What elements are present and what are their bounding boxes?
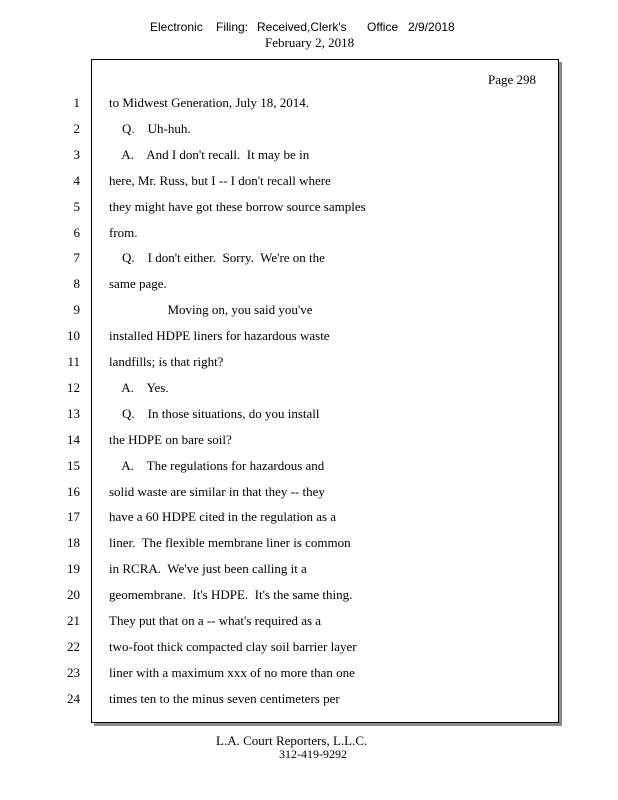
transcript-line [0, 147, 618, 165]
transcript-line [0, 225, 618, 243]
transcript-line [0, 639, 618, 657]
line-number: 10 [67, 328, 80, 343]
line-number: 5 [73, 199, 80, 214]
line-number: 4 [73, 173, 80, 188]
transcript-line [0, 691, 618, 709]
filing-stamp [0, 20, 618, 34]
transcript-line [0, 587, 618, 605]
line-number: 6 [73, 225, 80, 240]
filing-stamp-date: 2/9/2018 [408, 20, 455, 34]
line-text: geomembrane. It's HDPE. It's the same thing. [109, 587, 353, 602]
court-reporter-phone: 312-419-9292 [279, 747, 347, 761]
line-number: 3 [73, 147, 80, 162]
transcript-line [0, 250, 618, 268]
line-number: 22 [67, 639, 80, 654]
line-number: 7 [73, 250, 80, 265]
line-text: Moving on, you said you've [109, 302, 313, 317]
transcript-line [0, 199, 618, 217]
filing-stamp-received: Received,Clerk's [257, 20, 347, 34]
transcript-line [0, 380, 618, 398]
line-text: landfills; is that right? [109, 354, 224, 369]
line-number: 20 [67, 587, 80, 602]
line-number: 13 [67, 406, 80, 421]
line-text: liner with a maximum xxx of no more than one [109, 665, 355, 680]
line-number: 23 [67, 665, 80, 680]
filing-stamp-filing: Filing: [216, 20, 249, 34]
transcript-line [0, 665, 618, 683]
transcript-line [0, 302, 618, 320]
line-text: liner. The flexible membrane liner is common [109, 535, 351, 550]
court-reporter-name: L.A. Court Reporters, L.L.C. [216, 733, 368, 748]
line-number: 18 [67, 535, 80, 550]
line-number: 14 [67, 432, 80, 447]
transcript-line [0, 95, 618, 113]
line-number: 16 [67, 484, 80, 499]
transcript-line [0, 354, 618, 372]
transcript-line [0, 535, 618, 553]
line-text: same page. [109, 276, 167, 291]
transcript-line [0, 561, 618, 579]
transcript-line [0, 509, 618, 527]
document-date: February 2, 2018 [265, 35, 355, 50]
transcript-line [0, 276, 618, 294]
filing-stamp-office: Office [367, 20, 399, 34]
line-text: here, Mr. Russ, but I -- I don't recall where [109, 173, 331, 188]
transcript-line [0, 613, 618, 631]
line-number: 12 [67, 380, 80, 395]
line-number: 24 [67, 691, 80, 706]
line-text: Q. I don't either. Sorry. We're on the [109, 250, 325, 265]
transcript-line [0, 458, 618, 476]
line-number: 17 [67, 509, 80, 524]
filing-stamp-electronic: Electronic [150, 20, 203, 34]
line-text: to Midwest Generation, July 18, 2014. [109, 95, 310, 110]
line-text: Q. In those situations, do you install [109, 406, 320, 421]
line-text: A. Yes. [109, 380, 169, 395]
line-text: from. [109, 225, 138, 240]
line-text: have a 60 HDPE cited in the regulation as a [109, 509, 337, 524]
line-text: in RCRA. We've just been calling it a [109, 561, 307, 576]
line-number: 11 [67, 354, 80, 369]
line-text: A. The regulations for hazardous and [109, 458, 325, 473]
line-text: They put that on a -- what's required as a [109, 613, 322, 628]
line-text: solid waste are similar in that they -- they [109, 484, 325, 499]
line-text: two-foot thick compacted clay soil barrier layer [109, 639, 357, 654]
line-text: A. And I don't recall. It may be in [109, 147, 310, 162]
line-text: Q. Uh-huh. [109, 121, 191, 136]
transcript-line [0, 432, 618, 450]
line-text: the HDPE on bare soil? [109, 432, 232, 447]
transcript-line [0, 173, 618, 191]
line-text: installed HDPE liners for hazardous waste [109, 328, 330, 343]
page-number: Page 298 [487, 72, 536, 87]
line-number: 21 [67, 613, 80, 628]
line-number: 15 [67, 458, 80, 473]
transcript-line [0, 328, 618, 346]
line-text: times ten to the minus seven centimeters per [109, 691, 340, 706]
transcript-line [0, 406, 618, 424]
line-number: 1 [73, 95, 80, 110]
transcript-line [0, 484, 618, 502]
line-number: 19 [67, 561, 80, 576]
line-text: they might have got these borrow source samples [109, 199, 366, 214]
line-number: 8 [73, 276, 80, 291]
line-number: 2 [73, 121, 80, 136]
transcript-line [0, 121, 618, 139]
line-number: 9 [73, 302, 80, 317]
